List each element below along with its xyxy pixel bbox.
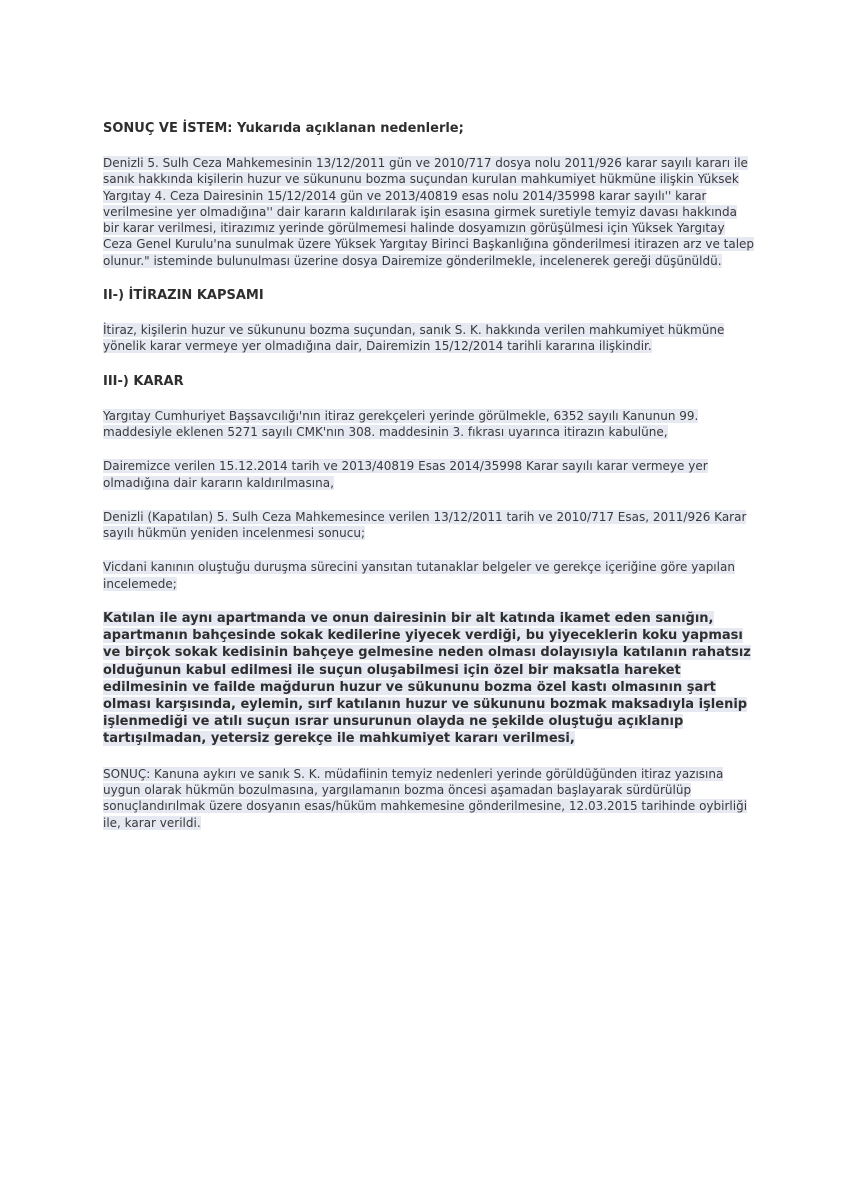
section-heading-itirazin-kapsami: II-) İTİRAZIN KAPSAMI	[103, 288, 264, 304]
paragraph-request-summary: Denizli 5. Sulh Ceza Mahkemesinin 13/12/2011 gün ve 2010/717 dosya nolu 2011/926 karar sayılı kararı ile sanık hakkında kişilerin huzur ve sükununu bozma suçundan kurulan mahkumiyet hükmüne ilişkin Yüksek Yargıtay 4. Ceza Dairesinin 15/12/2014 gün ve 2013/40819 esas nolu 2014/35998 karar sayılı'' karar verilmesine yer olmadığına'' dair kararın kaldırılarak işin esasına girmek suretiyle temyiz davası hakkında bir karar verilmesi, itirazımız yerinde görülmemesi halinde dosyamızın görüşülmesi için Yüksek Yargıtay Ceza Genel Kurulu'na sunulmak üzere Yüksek Yargıtay Birinci Başkanlığına gönderilmesi itirazen arz ve talep olunur." isteminde bulunulması üzerine dosya Dairemize gönderilmekle, incelenerek gereği düşünüldü.	[103, 156, 755, 268]
paragraph-reasoning-bold: Katılan ile aynı apartmanda ve onun dairesinin bir alt katında ikamet eden sanığın, apartmanın bahçesinde sokak kedilerine yiyecek verdiği, bu yiyeceklerin koku yapması ve birçok sokak kedisinin bahçeye gelmesine neden olması dolayısıyla katılanın rahatsız olduğunun kabul edilmesi ile suçun oluşabilmesi için özel bir maksatla hareket edilmesinin ve failde mağdurun huzur ve sükununu bozma özel kastı olmasının şart olması karşısında, eylemin, sırf katılanın huzur ve sükununu bozmak maksadıyla işlenip işlenmediği ve atılı suçun ısrar unsurunun olayda ne şekilde oluştuğu açıklanıp tartışılmadan, yetersiz gerekçe ile mahkumiyet kararı verilmesi,	[103, 611, 751, 747]
section-heading-karar: III-) KARAR	[103, 373, 184, 389]
paragraph-conclusion: SONUÇ: Kanuna aykırı ve sanık S. K. müdafiinin temyiz nedenleri yerinde görüldüğünden itiraz yazısına uygun olarak hükmün bozulmasına, yargılamanın bozma öncesi aşamadan başlayarak sürdürülüp sonuçlandırılmak üzere dosyanın esas/hüküm mahkemesine gönderilmesine, 12.03.2015 tarihinde oybirliği ile, karar verildi.	[103, 766, 748, 830]
paragraph-decision-revoked: Dairemizce verilen 15.12.2014 tarih ve 2013/40819 Esas 2014/35998 Karar sayılı karar vermeye yer olmadığına dair kararın kaldırılmasına,	[103, 459, 708, 490]
section-heading-sonuc-ve-istem: SONUÇ VE İSTEM: Yukarıda açıklanan nedenlerle;	[103, 121, 464, 136]
paragraph-objection-accepted: Yargıtay Cumhuriyet Başsavcılığı'nın itiraz gerekçeleri yerinde görülmekle, 6352 sayılı Kanunun 99. maddesiyle eklenen 5271 sayılı CMK'nın 308. maddesinin 3. fıkrası uyarınca itirazın kabulüne,	[103, 408, 699, 439]
paragraph-examination-basis: Vicdani kanının oluştuğu duruşma sürecini yansıtan tutanaklar belgeler ve gerekçe içeriğine göre yapılan incelemede;	[103, 560, 735, 591]
document-page	[103, 120, 755, 849]
paragraph-reexamination: Denizli (Kapatılan) 5. Sulh Ceza Mahkemesince verilen 13/12/2011 tarih ve 2010/717 Esas, 2011/926 Karar sayılı hükmün yeniden incelenmesi sonucu;	[103, 509, 747, 541]
paragraph-objection-scope: İtiraz, kişilerin huzur ve sükununu bozma suçundan, sanık S. K. hakkında verilen mahkumiyet hükmüne yönelik karar vermeye yer olmadığına dair, Dairemizin 15/12/2014 tarihli kararına ilişkindir.	[103, 323, 725, 354]
